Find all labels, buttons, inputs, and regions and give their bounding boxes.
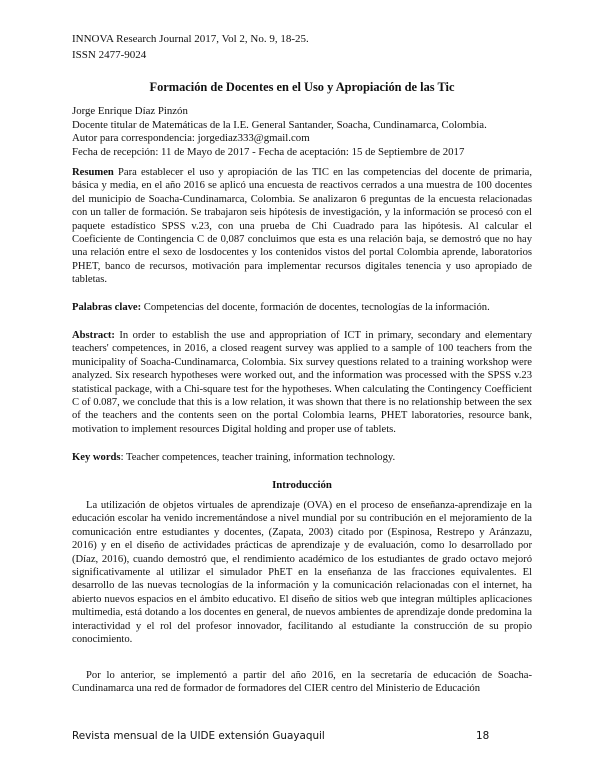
palabras-clave-label: Palabras clave:	[72, 302, 142, 313]
author-name: Jorge Enrique Díaz Pinzón	[72, 105, 188, 117]
resumen-label: Resumen	[72, 167, 114, 178]
submission-dates: Fecha de recepción: 11 de Mayo de 2017 - Fecha de aceptación: 15 de Septiembre de 2017	[72, 145, 465, 158]
page-footer: Revista mensual de la UIDE extensión Guayaquil	[72, 730, 325, 742]
resumen-section	[72, 166, 532, 287]
abstract-label: Abstract:	[72, 330, 115, 341]
author-block	[72, 105, 532, 159]
page-number: 18	[476, 730, 490, 742]
resumen-text: Para establecer el uso y apropiación de las TIC en las competencias del docente de primaria, básica y media, en el año 2016 se aplicó una encuesta de reactivos cerrados a una muestra de 100 docentes del municipio de Soacha-Cundinamarca, Colombia. Se analizaron 6 preguntas de la encuesta relacionadas con un taller de formación. Se trabajaron seis hipótesis de investigación, y la información se procesó con el paquete estadístico SPSS v.23, con una prueba de Chi Cuadrado para las hipótesis. Al calcular el Coeficiente de Contingencia C de 0,087 concluimos que esta es una relación baja, se demostró que no hay una relación entre el sexo de losdocentes y los contenidos vistos del portal Colombia aprende, laboratorios PHET, banco de recursos, motivación para implementar recursos digitales tenencia y uso apropiado de tabletas.	[72, 167, 532, 286]
abstract-text: In order to establish the use and appropriation of ICT in primary, secondary and elementary teachers' competences, in 2016, a closed reagent survey was applied to a sample of 100 teachers from the municipality of Soacha-Cundinamarca, Colombia. Six survey questions related to a training workshop were analyzed. Six research hypotheses were worked out, and the information was processed with the SPSS v.23 statistical package, with a Chi-square test for the hypotheses. When calculating the Contingency Coefficient C of 0.087, we conclude that this is a low relation, it was shown that there is no relationship between the sex of the teachers and the contents seen on the portal Colombia learns, PHET laboratories, resource bank, motivation to implement resources Digital holding and proper use of tablets.	[72, 330, 532, 435]
author-affiliation: Docente titular de Matemáticas de la I.E. General Santander, Soacha, Cundinamarca, Colombia.	[72, 118, 487, 131]
issn: ISSN 2477-9024	[72, 49, 147, 61]
intro-paragraph-2: Por lo anterior, se implementó a partir del año 2016, en la secretaría de educación de Soacha-Cundinamarca una red de formador de formadores del CIER centro del Ministerio de Educación	[72, 670, 532, 695]
key-words-text: : Teacher competences, teacher training, information technology.	[120, 452, 396, 463]
journal-citation: INNOVA Research Journal 2017, Vol 2, No. 9, 18-25.	[72, 33, 309, 45]
author-correspondence: Autor para correspondencia: jorgediaz333@gmail.com	[72, 132, 310, 145]
abstract-section	[72, 329, 532, 436]
introduccion-heading: Introducción	[272, 479, 332, 491]
journal-header	[72, 31, 532, 63]
key-words-label: Key words	[72, 452, 121, 463]
paper-title: Formación de Docentes en el Uso y Apropiación de las Tic	[149, 80, 455, 94]
key-words-section	[72, 451, 532, 464]
palabras-clave-text: Competencias del docente, formación de docentes, tecnologías de la información.	[141, 302, 490, 313]
palabras-clave-section	[72, 301, 532, 314]
intro-paragraph-1: La utilización de objetos virtuales de aprendizaje (OVA) en el proceso de enseñanza-aprendizaje en la educación escolar ha venido incrementándose a nivel mundial por su contribución en el mejoramiento de la comunicación entre estudiantes y docentes, (Zapata, 2003) citado por (Espinosa, Restrepo y Aránzazu, 2016) y en el diseño de actividades prácticas de aprendizaje y de evaluación, como lo desarrollado por (Díaz, 2016), cuando demostró que, el rendimiento académico de los estudiantes de grado octavo mejoró significativamente al utilizar el simulador PhET en la enseñanza de las fracciones equivalentes. El desarrollo de las nuevas tecnologías de la información y la comunicación relacionadas con el internet, ha abierto nuevos espacios en el ámbito educativo. El diseño de sitios web que integran múltiples aplicaciones multimedia, está dotando a los docentes en general, de nuevos ambientes de aprendizaje donde predomina la interactividad y el rol del profesor innovador, facilitando al estudiante la construcción de su propio conocimiento.	[72, 500, 532, 646]
